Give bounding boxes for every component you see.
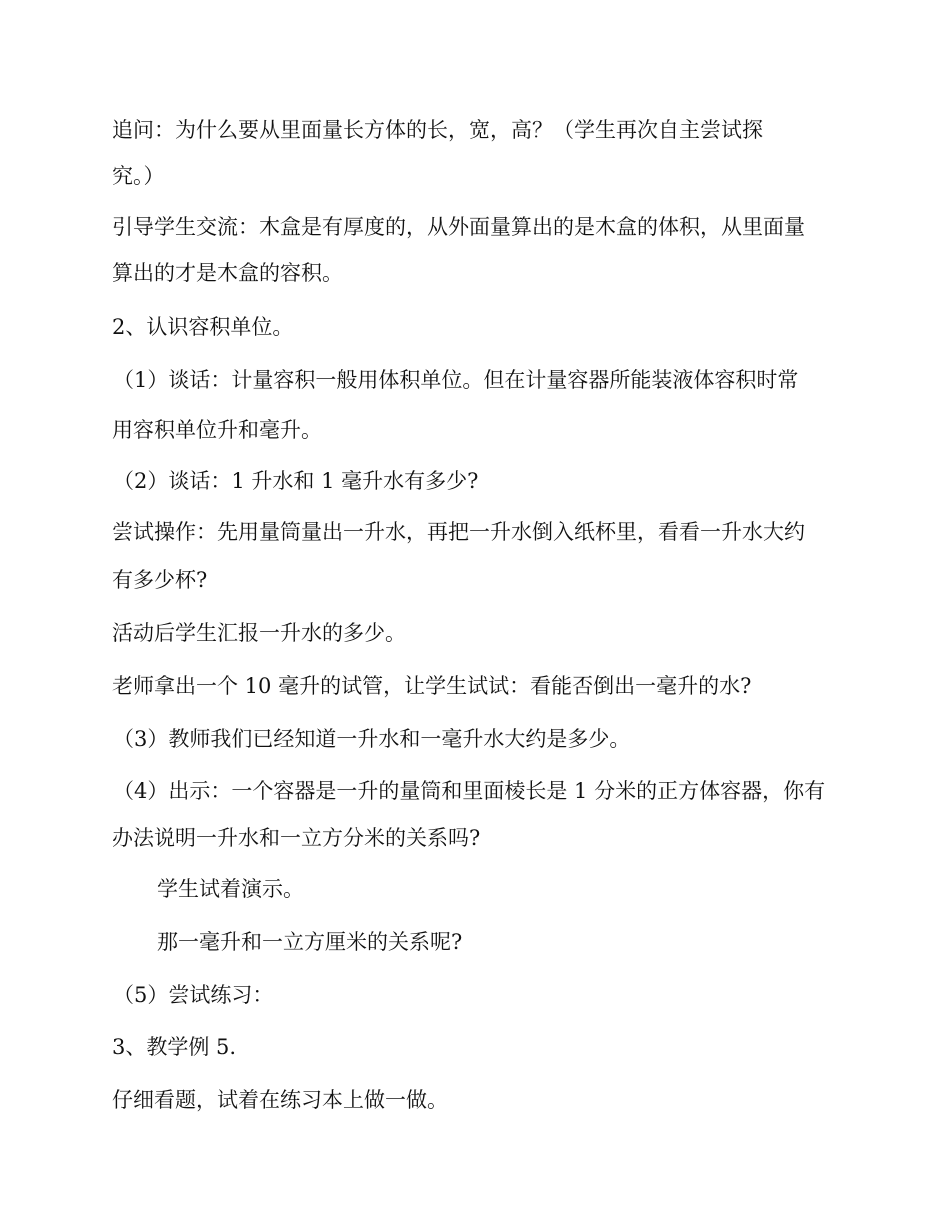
section-heading: 3、教学例 5.: [112, 1035, 237, 1059]
paragraph-line: （4）出示：一个容器是一升的量筒和里面棱长是 1 分米的正方体容器，你有: [113, 779, 826, 803]
paragraph-line: 活动后学生汇报一升水的多少。: [112, 621, 406, 645]
paragraph-line: 算出的才是木盒的容积。: [112, 261, 343, 285]
paragraph-line: 究。）: [112, 164, 165, 188]
paragraph-line: 学生试着演示。: [157, 877, 304, 901]
paragraph-line: 老师拿出一个 10 毫升的试管，让学生试试：看能否倒出一毫升的水?: [112, 674, 752, 698]
paragraph-line: 用容积单位升和毫升。: [112, 418, 322, 442]
paragraph-line: 引导学生交流：木盒是有厚度的，从外面量算出的是木盒的体积，从里面量: [112, 215, 805, 239]
paragraph-line: 那一毫升和一立方厘米的关系呢?: [157, 930, 463, 954]
section-heading: 2、认识容积单位。: [112, 315, 294, 339]
paragraph-line: （1）谈话：计量容积一般用体积单位。但在计量容器所能装液体容积时常: [113, 368, 799, 392]
paragraph-line: （3）教师我们已经知道一升水和一毫升水大约是多少。: [113, 727, 631, 751]
paragraph-line: 有多少杯?: [112, 568, 208, 592]
paragraph-line: 追问：为什么要从里面量长方体的长，宽，高？（学生再次自主尝试探: [112, 118, 763, 142]
paragraph-line: 仔细看题，试着在练习本上做一做。: [112, 1088, 448, 1112]
paragraph-line: （2）谈话：1 升水和 1 毫升水有多少?: [113, 469, 479, 493]
paragraph-line: 办法说明一升水和一立方分米的关系吗?: [112, 826, 481, 850]
paragraph-line: （5）尝试练习：: [113, 983, 274, 1007]
paragraph-line: 尝试操作：先用量筒量出一升水，再把一升水倒入纸杯里，看看一升水大约: [112, 520, 805, 544]
